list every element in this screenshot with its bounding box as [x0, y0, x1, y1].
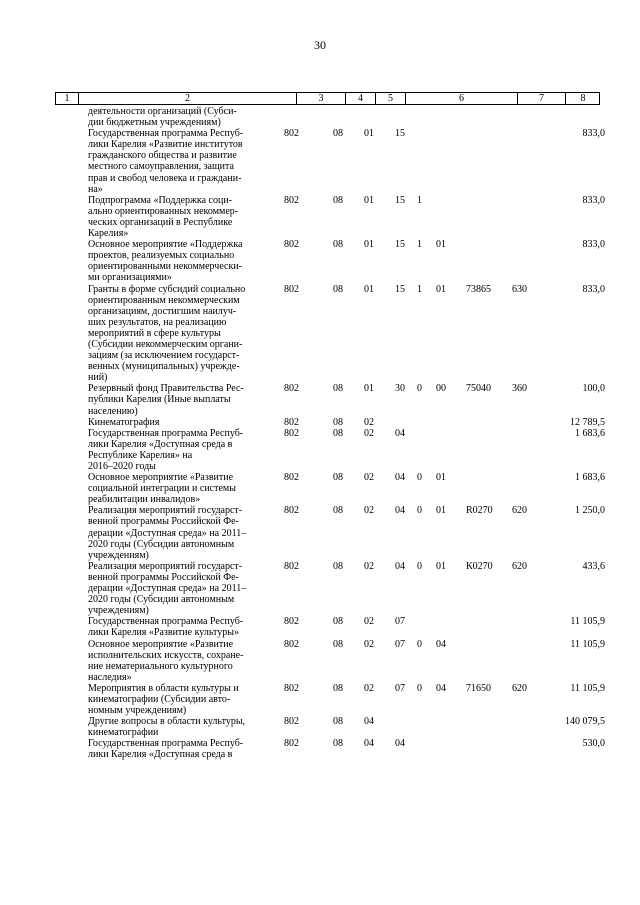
col-4-section: 08 [333, 194, 343, 206]
col-6-subprogram: 0 [417, 638, 422, 650]
table-row [0, 716, 640, 738]
col-6-program: 15 [395, 239, 405, 251]
col-6-program: 04 [395, 738, 405, 750]
col-7-expense-type: 630 [512, 283, 527, 295]
col-3-code: 802 [284, 239, 299, 251]
col-6-subprogram: 0 [417, 472, 422, 484]
col-5-subsection: 02 [364, 416, 374, 428]
row-description: Государственная программа Респуб- лики Карелия «Развитие культуры» [88, 616, 244, 639]
col-8-amount: 1 250,0 [575, 505, 605, 517]
col-6-direction: К0270 [466, 560, 493, 572]
col-6-activity: 01 [436, 472, 446, 484]
table-row [0, 639, 640, 683]
header-col-6: 6 [406, 93, 518, 104]
table-row [0, 106, 640, 128]
col-8-amount: 833,0 [582, 239, 605, 251]
col-3-code: 802 [284, 505, 299, 517]
header-col-4: 4 [346, 93, 376, 104]
col-3-code: 802 [284, 283, 299, 295]
col-3-code: 802 [284, 383, 299, 395]
header-col-7: 7 [518, 93, 566, 104]
col-8-amount: 530,0 [582, 738, 605, 750]
col-6-subprogram: 1 [417, 194, 422, 206]
row-description: Государственная программа Респуб- лики Карелия «Развитие институтов гражданского общества и развитие местного самоуправления, защита прав и свобод человека и граждани- на» [88, 128, 244, 195]
col-3-code: 802 [284, 427, 299, 439]
col-3-code: 802 [284, 128, 299, 140]
col-6-program: 30 [395, 383, 405, 395]
col-7-expense-type: 620 [512, 560, 527, 572]
col-4-section: 08 [333, 560, 343, 572]
row-description: Другие вопросы в области культуры, кинематографии [88, 716, 246, 739]
row-description: Кинематография [88, 416, 160, 428]
col-8-amount: 1 683,6 [575, 472, 605, 484]
col-5-subsection: 02 [364, 427, 374, 439]
col-8-amount: 833,0 [582, 128, 605, 140]
col-8-amount: 433,6 [582, 560, 605, 572]
row-description: Подпрограмма «Поддержка соци- ально ориентированных некоммер- ческих организаций в Республике Карелия» [88, 194, 239, 240]
col-6-program: 04 [395, 560, 405, 572]
col-4-section: 08 [333, 638, 343, 650]
col-6-activity: 01 [436, 283, 446, 295]
col-5-subsection: 01 [364, 128, 374, 140]
col-3-code: 802 [284, 738, 299, 750]
col-8-amount: 140 079,5 [565, 716, 605, 728]
col-8-amount: 833,0 [582, 283, 605, 295]
col-6-program: 04 [395, 505, 405, 517]
col-5-subsection: 01 [364, 239, 374, 251]
table-row [0, 428, 640, 472]
col-6-activity: 04 [436, 682, 446, 694]
col-4-section: 08 [333, 383, 343, 395]
col-8-amount: 11 105,9 [570, 682, 605, 694]
col-3-code: 802 [284, 560, 299, 572]
col-6-subprogram: 1 [417, 239, 422, 251]
header-col-2: 2 [79, 93, 297, 104]
col-3-code: 802 [284, 472, 299, 484]
col-6-program: 07 [395, 616, 405, 628]
col-5-subsection: 01 [364, 283, 374, 295]
col-5-subsection: 02 [364, 682, 374, 694]
col-4-section: 08 [333, 472, 343, 484]
col-5-subsection: 02 [364, 638, 374, 650]
col-4-section: 08 [333, 128, 343, 140]
header-col-3: 3 [297, 93, 346, 104]
row-description: деятельности организаций (Субси- дии бюджетным учреждениям) [88, 106, 237, 129]
col-6-direction: 71650 [466, 682, 491, 694]
col-3-code: 802 [284, 682, 299, 694]
col-7-expense-type: 620 [512, 682, 527, 694]
header-col-1: 1 [56, 93, 79, 104]
table-row [0, 561, 640, 616]
col-5-subsection: 01 [364, 383, 374, 395]
col-6-subprogram: 1 [417, 283, 422, 295]
col-3-code: 802 [284, 416, 299, 428]
row-description: Реализация мероприятий государст- венной программы Российской Фе- дерации «Доступная среда» на 2011– 2020 годы (Субсидии автономным учреждениям) [88, 505, 247, 561]
row-description: Государственная программа Респуб- лики Карелия «Доступная среда в [88, 738, 244, 761]
col-4-section: 08 [333, 427, 343, 439]
col-8-amount: 12 789,5 [570, 416, 605, 428]
col-6-activity: 01 [436, 239, 446, 251]
table-row [0, 128, 640, 195]
col-4-section: 08 [333, 239, 343, 251]
col-7-expense-type: 360 [512, 383, 527, 395]
row-description: Основное мероприятие «Развитие социальной интеграции и системы реабилитации инвалидов» [88, 472, 236, 506]
col-3-code: 802 [284, 638, 299, 650]
header-col-8: 8 [580, 93, 586, 104]
col-4-section: 08 [333, 416, 343, 428]
table-row [0, 239, 640, 283]
budget-table-body [0, 106, 640, 761]
col-6-program: 15 [395, 194, 405, 206]
table-row [0, 505, 640, 560]
row-description: Реализация мероприятий государст- венной программы Российской Фе- дерации «Доступная среда» на 2011– 2020 годы (Субсидии автономным учреждениям) [88, 560, 247, 617]
col-6-program: 04 [395, 472, 405, 484]
col-4-section: 08 [333, 283, 343, 295]
page-number: 30 [314, 38, 326, 52]
col-3-code: 802 [284, 616, 299, 628]
col-7-expense-type: 620 [512, 505, 527, 517]
header-col-5: 5 [376, 93, 406, 104]
col-5-subsection: 04 [364, 716, 374, 728]
col-5-subsection: 02 [364, 505, 374, 517]
col-6-program: 15 [395, 283, 405, 295]
col-4-section: 08 [333, 738, 343, 750]
col-6-subprogram: 0 [417, 560, 422, 572]
table-row [0, 472, 640, 505]
col-5-subsection: 02 [364, 472, 374, 484]
col-8-amount: 11 105,9 [570, 616, 605, 628]
col-6-direction: R0270 [466, 505, 493, 517]
col-6-activity: 04 [436, 638, 446, 650]
col-5-subsection: 04 [364, 738, 374, 750]
row-description: Основное мероприятие «Поддержка проектов, реализуемых социально ориентированными некоммерчески- ми организациями» [88, 239, 243, 284]
col-4-section: 08 [333, 682, 343, 694]
col-8-amount: 833,0 [582, 194, 605, 206]
table-row [0, 383, 640, 416]
col-6-program: 07 [395, 682, 405, 694]
col-6-program: 07 [395, 638, 405, 650]
col-6-activity: 01 [436, 560, 446, 572]
col-6-program: 04 [395, 427, 405, 439]
col-6-activity: 00 [436, 383, 446, 395]
table-row [0, 284, 640, 384]
col-8-amount: 100,0 [582, 383, 605, 395]
col-6-subprogram: 0 [417, 383, 422, 395]
col-6-direction: 73865 [466, 283, 491, 295]
table-row [0, 738, 640, 760]
col-6-subprogram: 0 [417, 505, 422, 517]
col-5-subsection: 02 [364, 616, 374, 628]
row-description: Резервный фонд Правительства Рес- публики Карелия (Иные выплаты населению) [88, 383, 244, 417]
col-4-section: 08 [333, 616, 343, 628]
col-6-subprogram: 0 [417, 682, 422, 694]
col-4-section: 08 [333, 505, 343, 517]
col-3-code: 802 [284, 716, 299, 728]
table-row [0, 683, 640, 716]
row-description: Мероприятия в области культуры и кинематографии (Субсидии авто- номным учреждениям) [88, 682, 239, 717]
table-header [55, 92, 600, 105]
row-description: Государственная программа Респуб- лики Карелия «Доступная среда в Республике Карелия» на 2016–2020 годы [88, 427, 244, 472]
row-description: Гранты в форме субсидий социально ориентированным некоммерческим организациям, достигшим наилуч- ших результатов, на реализацию мероприятий в сфере культуры (Субсидии некоммерческим органи- зациям (за исключением государст- венных (муниципальных) учрежде- ний) [88, 283, 246, 384]
row-description: Основное мероприятие «Развитие исполнительских искусств, сохране- ние нематериального культурного наследия» [88, 638, 244, 683]
col-8-amount: 1 683,6 [575, 427, 605, 439]
col-8-amount: 11 105,9 [570, 638, 605, 650]
col-5-subsection: 02 [364, 560, 374, 572]
col-4-section: 08 [333, 716, 343, 728]
table-row [0, 195, 640, 239]
col-5-subsection: 01 [364, 194, 374, 206]
table-row [0, 616, 640, 638]
col-3-code: 802 [284, 194, 299, 206]
col-6-program: 15 [395, 128, 405, 140]
col-6-direction: 75040 [466, 383, 491, 395]
table-row [0, 417, 640, 428]
col-6-activity: 01 [436, 505, 446, 517]
